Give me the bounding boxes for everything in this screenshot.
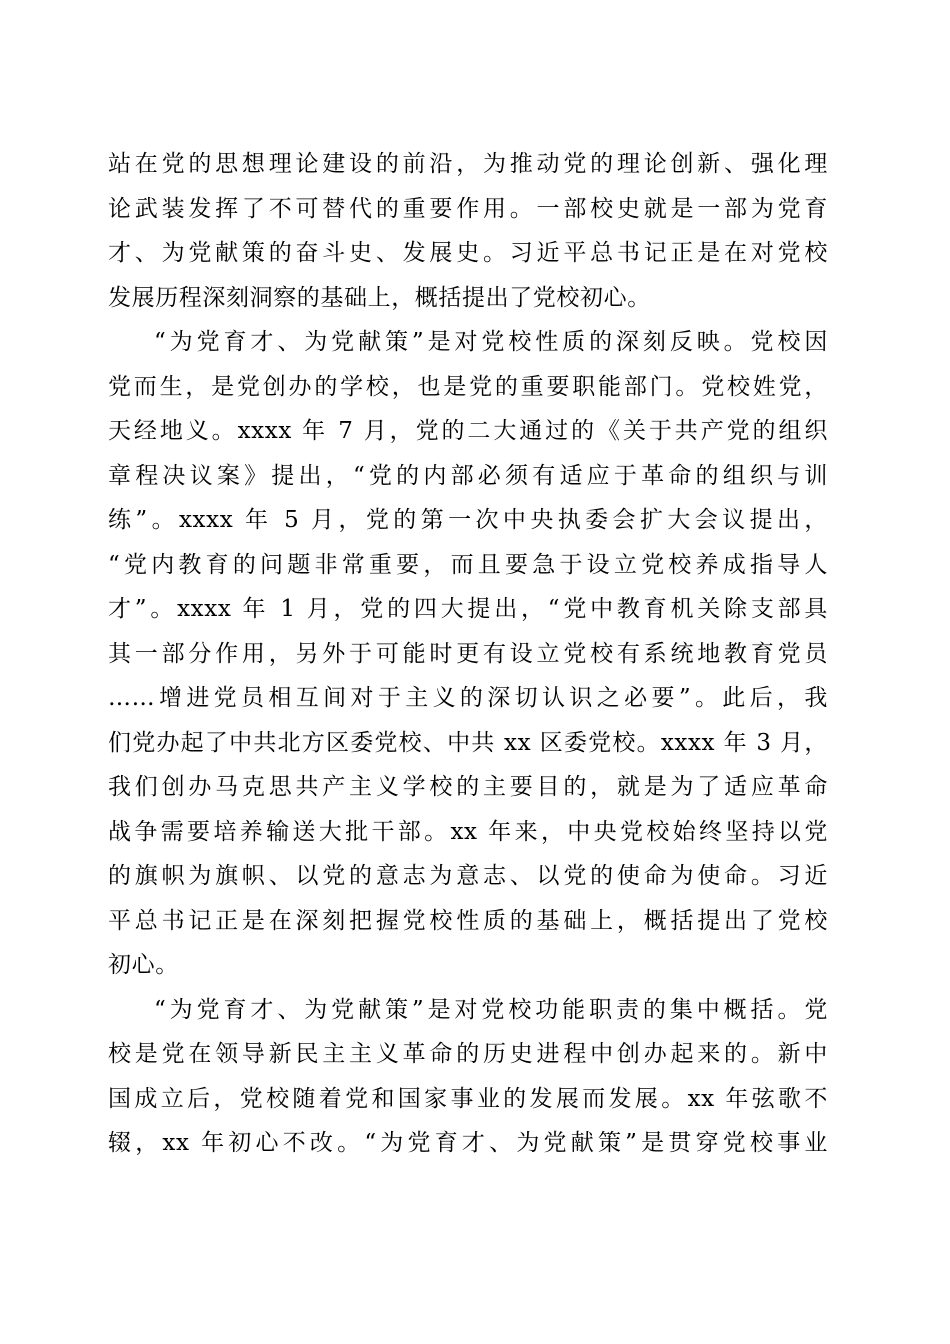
text-line: 初心。 — [108, 952, 179, 978]
text-line: 党而生，是党创办的学校，也是党的重要职能部门。党校姓党， — [108, 373, 828, 400]
text-line: 国成立后，党校随着党和国家事业的发展而发展。xx 年弦歌不 — [108, 1085, 828, 1112]
text-line: 其一部分作用，另外于可能时更有设立党校有系统地教育党员 — [108, 640, 828, 667]
text-line: 站在党的思想理论建设的前沿，为推动党的理论创新、强化理 — [108, 151, 828, 177]
text-line: 才、为党献策的奋斗史、发展史。习近平总书记正是在对党校 — [108, 240, 828, 266]
text-line: ……增进党员相互间对于主义的深切认识之必要”。此后，我 — [108, 685, 828, 711]
text-line: 发展历程深刻洞察的基础上，概括提出了党校初心。 — [108, 284, 651, 311]
text-line: 我们创办马克思共产主义学校的主要目的，就是为了适应革命 — [108, 774, 828, 800]
text-line: 们党办起了中共北方区委党校、中共 xx 区委党校。xxxx 年 3 月， — [108, 729, 828, 756]
text-line: “为党育才、为党献策”是对党校性质的深刻反映。党校因 — [154, 329, 828, 355]
text-line: 才”。xxxx 年 1 月，党的四大提出，“党中教育机关除支部具 — [108, 596, 828, 622]
text-line: “为党育才、为党献策”是对党校功能职责的集中概括。党 — [154, 996, 828, 1023]
paragraph-1 — [108, 142, 828, 320]
text-line: 天经地义。xxxx 年 7 月，党的二大通过的《关于共产党的组织 — [108, 418, 828, 444]
text-line: 的旗帜为旗帜、以党的意志为意志、以党的使命为使命。习近 — [108, 863, 828, 889]
text-line: 练”。xxxx 年 5 月，党的第一次中央执委会扩大会议提出， — [108, 507, 828, 533]
paragraph-3 — [108, 988, 828, 1166]
text-line: 章程决议案》提出，“党的内部必须有适应于革命的组织与训 — [108, 462, 828, 489]
text-line: 辍，xx 年初心不改。“为党育才、为党献策”是贯穿党校事业 — [108, 1130, 828, 1156]
text-line: 战争需要培养输送大批干部。xx 年来，中央党校始终坚持以党 — [108, 818, 828, 845]
paragraph-2 — [108, 320, 828, 988]
text-line: “党内教育的问题非常重要，而且要急于设立党校养成指导人 — [108, 551, 828, 578]
text-line: 校是党在领导新民主主义革命的历史进程中创办起来的。新中 — [108, 1041, 828, 1067]
document-body — [108, 142, 828, 1166]
text-line: 平总书记正是在深刻把握党校性质的基础上，概括提出了党校 — [108, 907, 828, 934]
text-line: 论武装发挥了不可替代的重要作用。一部校史就是一部为党育 — [108, 195, 828, 222]
